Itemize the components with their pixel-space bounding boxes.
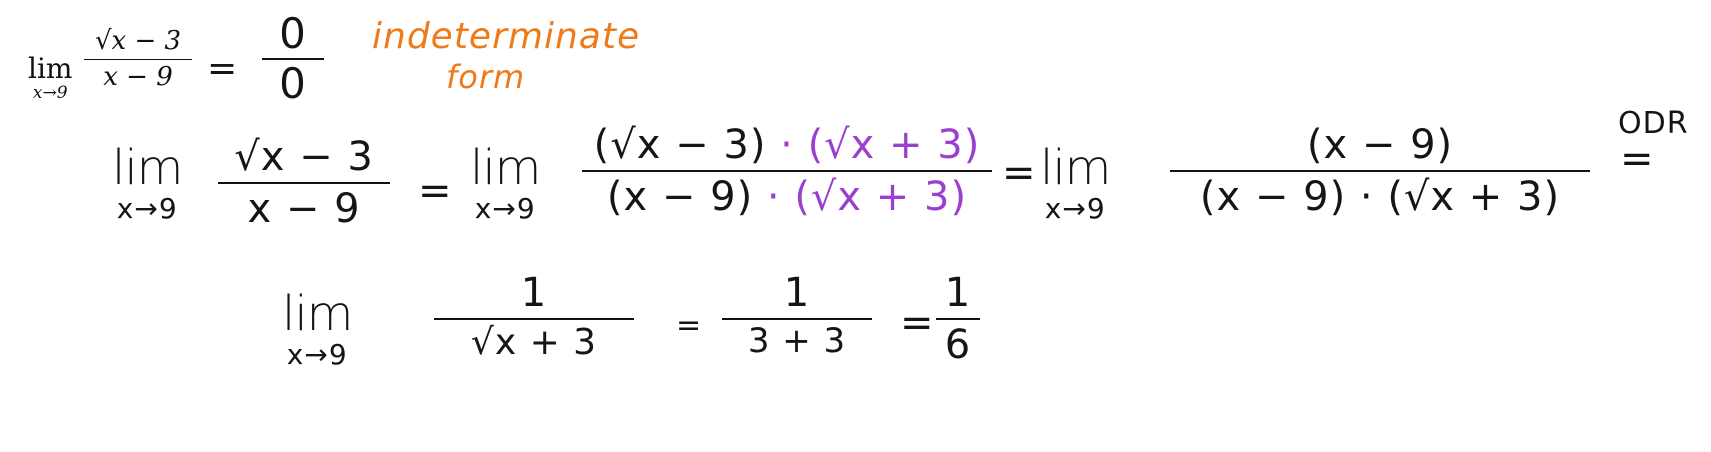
line3-frac3-bar: [936, 318, 980, 320]
line1-result-numerator: 0: [279, 9, 307, 58]
line3-frac1-bar: [434, 318, 634, 320]
line1-limit: [28, 52, 72, 103]
line2-frac2-num-left: (√x − 3): [593, 122, 767, 168]
line1-fraction: [84, 28, 192, 92]
line3-frac2-bar: [722, 318, 872, 320]
line3-frac1-denominator: √x + 3: [470, 322, 598, 363]
line2-lim-subscript-b: x→9: [474, 192, 536, 225]
line2-frac1-bar: [218, 182, 390, 184]
line2-limit-b: [470, 140, 540, 225]
line3-frac3-denominator: 6: [944, 322, 972, 368]
line3-fraction1: [434, 272, 634, 362]
line1-lim-subscript: x→9: [32, 83, 68, 103]
line1-result: [262, 9, 324, 109]
line2-frac3-denominator: (x − 9) · (√x + 3): [1199, 174, 1561, 220]
line2-equals-2: =: [1002, 150, 1036, 196]
note-form: form: [446, 58, 526, 96]
line2-equals-3: =: [1620, 136, 1654, 182]
line2-frac2-den-left: (x − 9): [606, 174, 754, 220]
line2-frac2-denominator: [607, 176, 967, 218]
line3-equals-2: =: [900, 300, 934, 346]
line2-lim-word-b: lim: [470, 140, 541, 196]
line1-result-denominator: 0: [279, 59, 307, 109]
line2-frac1-denominator: x − 9: [247, 186, 361, 232]
line2-limit-c: [1040, 140, 1110, 225]
odr-label: ODR: [1618, 106, 1689, 141]
line3-lim-subscript: x→9: [286, 338, 348, 371]
line1-numerator: √x − 3: [94, 26, 182, 56]
line1-lim-word: lim: [28, 52, 73, 85]
line2-frac3-bar: [1170, 170, 1590, 172]
line3-frac3-numerator: 1: [944, 270, 972, 316]
line2-fraction1: [218, 136, 390, 230]
line2-frac2-num-dot: ·: [780, 122, 794, 168]
line3-frac2-denominator: 3 + 3: [747, 321, 847, 361]
line2-frac2-den-dot: ·: [766, 174, 781, 220]
line2-equals-1: =: [418, 168, 452, 214]
line3-limit: [282, 286, 352, 371]
line1-denominator: x − 9: [103, 62, 173, 93]
line1-equals: =: [207, 48, 238, 89]
line2-frac3-numerator: (x − 9): [1306, 122, 1454, 168]
line2-fraction3: [1170, 124, 1590, 218]
line2-lim-subscript: x→9: [116, 192, 178, 225]
line2-lim-subscript-c: x→9: [1044, 192, 1106, 225]
line3-fraction3: [936, 272, 980, 366]
line2-frac2-bar: [582, 170, 992, 172]
note-indeterminate: indeterminate: [372, 16, 641, 57]
line3-equals-1: =: [676, 308, 702, 343]
line2-frac1-numerator: √x − 3: [234, 134, 374, 180]
line3-lim-word: lim: [282, 286, 353, 342]
line2-lim-word-c: lim: [1040, 140, 1111, 196]
line2-frac2-numerator: [594, 124, 981, 166]
line2-limit: [112, 140, 182, 225]
line3-frac1-numerator: 1: [520, 270, 548, 316]
line2-frac2-num-conjugate: (√x + 3): [807, 122, 981, 168]
line3-frac2-numerator: 1: [783, 270, 811, 316]
line1-fraction-bar: [84, 59, 192, 60]
line2-lim-word: lim: [112, 140, 183, 196]
line2-frac2-den-conjugate: (√x + 3): [794, 174, 968, 220]
line3-fraction2: [722, 272, 872, 360]
line2-fraction2: [582, 124, 992, 218]
